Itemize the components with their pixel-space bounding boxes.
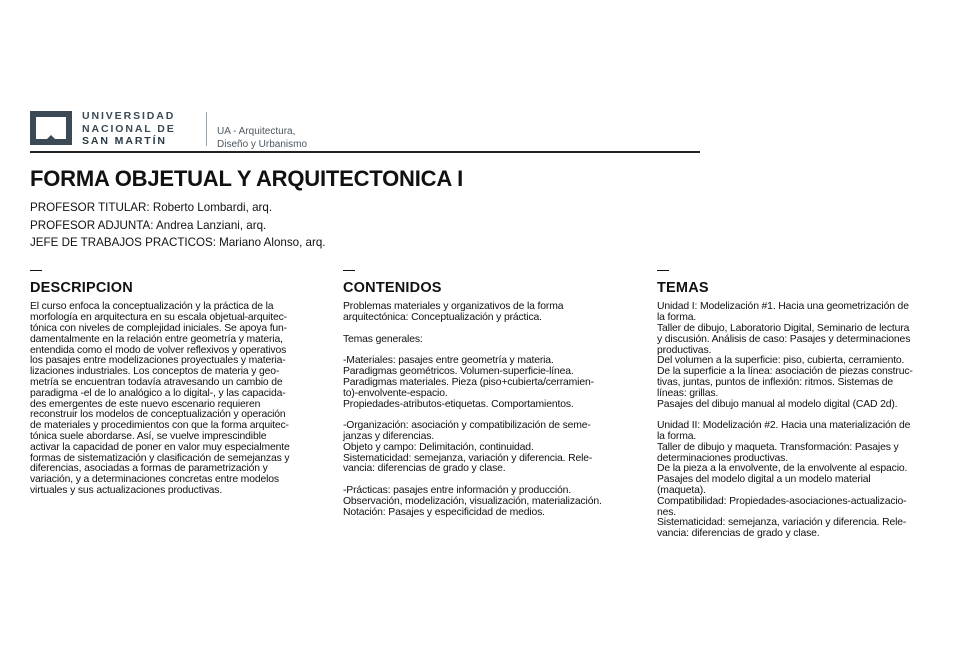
text-line: arquitectónica: Conceptualización y práctica. [343, 312, 542, 324]
section-body [343, 302, 643, 518]
text-line: productivas. [657, 344, 712, 356]
text-line: Pasajes del modelo digital a un modelo material [657, 474, 871, 486]
section-heading: TEMAS [657, 280, 709, 297]
section-dash [30, 270, 42, 271]
text-line: -Materiales: pasajes entre geometría y materia. [343, 355, 554, 367]
text-line: paradigma -el de lo analógico a lo digital-, y las capacida- [30, 387, 286, 399]
text-line: Problemas materiales y organizativos de la forma [343, 301, 564, 313]
temas-section [657, 270, 957, 540]
text-line: Taller de dibujo y maqueta. Transformación: Pasajes y [657, 441, 899, 453]
text-line: El curso enfoca la conceptualización y la práctica de la [30, 301, 274, 313]
text-line: damentalmente en la relación entre geometría y materia, [30, 333, 283, 345]
text-line: determinaciones productivas. [657, 452, 788, 464]
university-name-line: NACIONAL DE [82, 122, 176, 135]
text-line: la forma. [657, 312, 697, 324]
text-line: De la superficie a la línea: asociación de piezas construc- [657, 366, 913, 378]
text-line: Propiedades-atributos-etiquetas. Comportamientos. [343, 398, 574, 410]
logo-divider [206, 112, 207, 146]
text-line: tónica suele abordarse. Así, se vuelve imprescindible [30, 430, 267, 442]
staff-line: PROFESOR ADJUNTA: Andrea Lanziani, arq. [30, 218, 267, 232]
faculty-name-line: UA - Arquitectura, [217, 126, 296, 137]
text-line: tónica con niveles de complejidad iniciales. Se apoya fun- [30, 322, 287, 334]
text-line: Unidad II: Modelización #2. Hacia una materialización de [657, 420, 911, 432]
text-line: activar la capacidad de poner en valor muy especialmente [30, 441, 290, 453]
page-title: FORMA OBJETUAL Y ARQUITECTONICA I [30, 166, 464, 191]
text-line: Paradigmas materiales. Pieza (piso+cubierta/cerramien- [343, 376, 594, 388]
section-body [30, 302, 330, 496]
staff-line: JEFE DE TRABAJOS PRACTICOS: Mariano Alonso, arq. [30, 236, 326, 250]
descripcion-section [30, 270, 330, 497]
contenidos-section [343, 270, 643, 518]
text-line: des emergentes de este nuevo escenario requieren [30, 398, 261, 410]
text-line: -Prácticas: pasajes entre información y producción. [343, 484, 571, 496]
text-line: Temas generales: [343, 333, 423, 345]
text-line: Unidad I: Modelización #1. Hacia una geometrización de [657, 301, 909, 313]
text-line: Notación: Pasajes y especificidad de medios. [343, 506, 545, 518]
text-line: diferencias, asociadas a formas de parametrización y [30, 463, 268, 475]
text-line: Objeto y campo: Delimitación, continuidad. [343, 441, 534, 453]
text-line: Sistematicidad: semejanza, variación y diferencia. Rele- [343, 452, 593, 464]
text-line: Taller de dibujo, Laboratorio Digital, Seminario de lectura [657, 322, 910, 334]
section-dash [343, 270, 355, 271]
text-line: tivas, juntas, puntos de inflexión: ritmos. Sistemas de [657, 376, 894, 388]
text-line: (maqueta). [657, 484, 706, 496]
text-line: Sistematicidad: semejanza, variación y diferencia. Rele- [657, 517, 907, 529]
text-line: nes. [657, 506, 677, 518]
university-name-line: SAN MARTÍN [82, 135, 167, 148]
text-line: Del volumen a la superficie: piso, cubierta, cerramiento. [657, 355, 905, 367]
text-line: Paradigmas geométricos. Volumen-superficie-línea. [343, 366, 574, 378]
text-line: y discusión. Análisis de caso: Pasajes y determinaciones [657, 333, 911, 345]
text-line: líneas: grillas. [657, 387, 719, 399]
text-line: metría se encuentran todavía atravesando un cambio de [30, 376, 283, 388]
text-line: reconstruir los modelos de conceptualización y operación [30, 409, 286, 421]
section-heading: DESCRIPCION [30, 280, 133, 297]
staff-list [30, 199, 326, 252]
text-line: Pasajes del dibujo manual al modelo digital (CAD 2d). [657, 398, 898, 410]
text-line: entendida como el modo de volver reflexivos y operativos [30, 344, 287, 356]
text-line: virtuales y sus actualizaciones productivas. [30, 484, 223, 496]
university-logo-icon [30, 111, 72, 145]
text-line: los pasajes entre modelizaciones proyectuales y materia- [30, 355, 286, 367]
text-line: formas de sistematización y clasificación de semejanzas y [30, 452, 290, 464]
text-line: De la pieza a la envolvente, de la envolvente al espacio. [657, 463, 908, 475]
text-line: variación, y a determinaciones concretas entre modelos [30, 474, 279, 486]
text-line: de materiales y procedimientos con que la forma arquitec- [30, 420, 289, 432]
university-name [82, 110, 176, 148]
text-line: vancia: diferencias de grado y clase. [343, 463, 506, 475]
section-body [657, 302, 957, 540]
faculty-name [217, 126, 307, 151]
section-dash [657, 270, 669, 271]
text-line: to)-envolvente-espacio. [343, 387, 448, 399]
section-heading: CONTENIDOS [343, 280, 442, 297]
text-line: lizaciones industriales. Los conceptos de materia y geo- [30, 366, 280, 378]
text-line: Compatibilidad: Propiedades-asociaciones-actualizacio- [657, 495, 907, 507]
text-line: Observación, modelización, visualización, materialización. [343, 495, 602, 507]
text-line: -Organización: asociación y compatibilización de seme- [343, 420, 591, 432]
text-line: janzas y diferencias. [343, 430, 434, 442]
text-line: vancia: diferencias de grado y clase. [657, 528, 820, 540]
staff-line: PROFESOR TITULAR: Roberto Lombardi, arq. [30, 201, 273, 214]
faculty-name-line: Diseño y Urbanismo [217, 138, 308, 150]
university-header [30, 108, 700, 152]
header-rule [30, 151, 700, 153]
text-line: morfología en arquitectura en su escala objetual-arquitec- [30, 312, 287, 324]
university-name-line: UNIVERSIDAD [82, 110, 176, 122]
text-line: la forma. [657, 430, 697, 442]
